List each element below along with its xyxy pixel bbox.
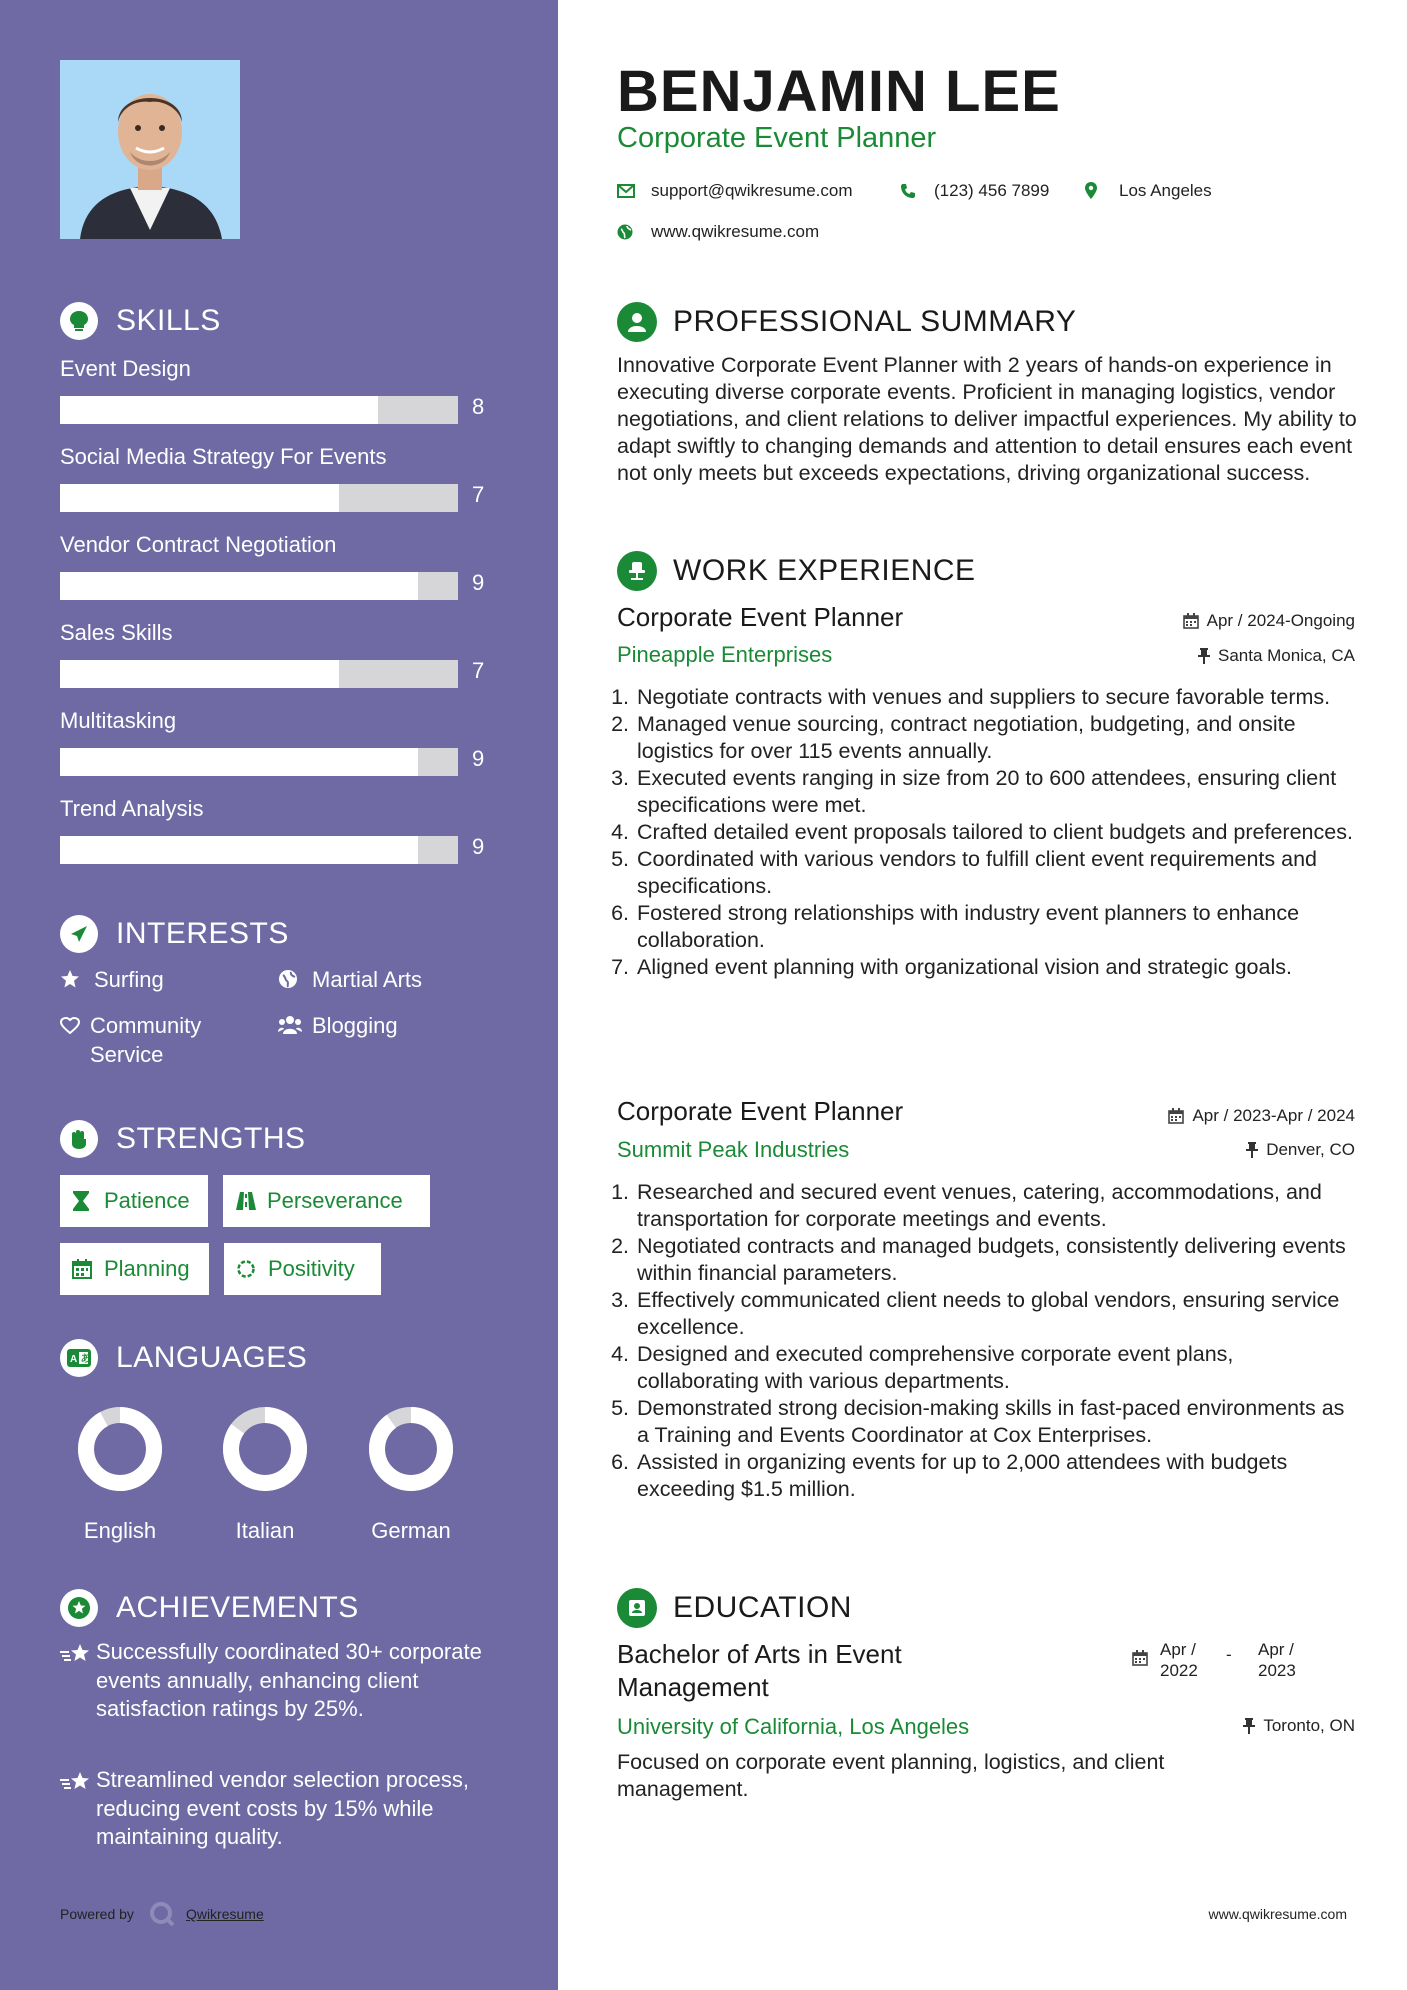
skill-name: Vendor Contract Negotiation (60, 532, 337, 557)
strength-label: Perseverance (267, 1188, 403, 1213)
edu-date-end: Apr / 2023 (1258, 1640, 1296, 1680)
skill-item (60, 618, 500, 683)
edu-description: Focused on corporate event planning, logistics, and client management. (617, 1750, 1165, 1801)
skill-level: 9 (472, 746, 485, 771)
qwikresume-logo-icon (148, 1900, 176, 1928)
language-donut (366, 1404, 456, 1494)
user-icon (617, 302, 657, 342)
strength-badge (223, 1175, 430, 1227)
powered-by (60, 1900, 264, 1928)
job-title: Corporate Event Planner (617, 1096, 904, 1126)
skill-bar-fill (60, 484, 339, 512)
contact-location (1085, 181, 1212, 201)
language-item (346, 1404, 476, 1544)
job-bullets (617, 1179, 1357, 1503)
skill-name: Trend Analysis (60, 796, 204, 821)
interest-label: Martial Arts (312, 967, 423, 992)
calendar-icon (1183, 613, 1199, 629)
calendar-icon (1168, 1108, 1184, 1124)
skills-header (60, 302, 221, 340)
hourglass-icon (72, 1190, 94, 1212)
achievement-item (60, 1766, 500, 1852)
job-location-text: Santa Monica, CA (1217, 646, 1355, 665)
achievement-text: Streamlined vendor selection process, reducing event costs by 15% while maintaining quality. (96, 1767, 469, 1849)
website-text[interactable]: www.qwikresume.com (651, 222, 820, 241)
strengths-title: STRENGTHS (116, 1122, 306, 1155)
skill-bar-fill (60, 572, 418, 600)
job-bullet: 1. Researched and secured event venues, catering, accommodations, and transportation for corporate meetings and events. (635, 1179, 1357, 1233)
people-icon (278, 1011, 302, 1042)
job-date (1183, 611, 1355, 631)
skill-item (60, 706, 500, 771)
phone-text[interactable]: (123) 456 7899 (934, 181, 1050, 200)
graduation-icon (617, 1588, 657, 1628)
skill-level: 8 (472, 394, 485, 419)
lightbulb-icon (60, 302, 98, 340)
languages-header (60, 1339, 307, 1377)
job-date-text: Apr / 2023-Apr / 2024 (1192, 1106, 1355, 1125)
heart-icon (60, 1011, 80, 1069)
interest-item (60, 1011, 240, 1069)
summary-header (617, 302, 1076, 342)
skill-name: Event Design (60, 356, 191, 381)
job-date-text: Apr / 2024-Ongoing (1206, 611, 1355, 630)
skill-bar-fill (60, 748, 418, 776)
skill-item (60, 354, 500, 419)
language-name: English (83, 1518, 157, 1543)
map-pin-icon (1085, 182, 1103, 200)
powered-by-label: Powered by (60, 1906, 134, 1922)
interest-item (60, 965, 164, 996)
skill-level: 9 (472, 570, 485, 595)
job-bullet: 2. Negotiated contracts and managed budgets, consistently delivering events within financial parameters. (635, 1233, 1357, 1287)
languages-title: LANGUAGES (116, 1341, 308, 1374)
strength-badge (224, 1243, 381, 1295)
job-bullet: 3. Executed events ranging in size from 20 to 600 attendees, ensuring client specifications were met. (635, 765, 1357, 819)
circle-notch-icon (236, 1258, 258, 1280)
achievement-text: Successfully coordinated 30+ corporate events annually, enhancing client satisfaction ratings by 25%. (96, 1639, 482, 1721)
interests-title: INTERESTS (116, 917, 289, 950)
interest-item (278, 1011, 398, 1042)
calendar-icon (72, 1258, 94, 1280)
strength-label: Patience (104, 1188, 190, 1213)
skill-bar (60, 748, 458, 776)
job-location (1246, 1140, 1355, 1160)
language-item (200, 1404, 330, 1544)
email-text[interactable]: support@qwikresume.com (651, 181, 853, 200)
job-bullet: 2. Managed venue sourcing, contract negotiation, budgeting, and onsite logistics for over 115 events annually. (635, 711, 1357, 765)
candidate-role: Corporate Event Planner (617, 122, 937, 154)
skill-bar (60, 572, 458, 600)
job-bullet: 6. Assisted in organizing events for up to 2,000 attendees with budgets exceeding $1.5 million. (635, 1449, 1357, 1503)
summary-text: Innovative Corporate Event Planner with 2 years of hands-on experience in executing diverse corporate events. Proficient in managing logistics, vendor negotiations, and client relations to deliver impactful experiences. My ability to adapt swiftly to changing demands and attention to detail ensures each event not only meets but exceeds expectations, driving organizational success. (617, 353, 1357, 485)
location-text: Los Angeles (1119, 181, 1212, 200)
school-name: University of California, Los Angeles (617, 1714, 970, 1739)
skill-level: 7 (472, 658, 485, 683)
job-bullet: 4. Designed and executed comprehensive corporate event plans, collaborating with various departments. (635, 1341, 1357, 1395)
skill-bar (60, 660, 458, 688)
degree-title: Bachelor of Arts in Event Management (617, 1639, 902, 1702)
language-donut (220, 1404, 310, 1494)
contact-phone (900, 181, 1049, 201)
star-icon (60, 965, 84, 996)
language-donut-fill (377, 1415, 445, 1483)
globe-icon (278, 965, 302, 996)
qwikresume-link[interactable]: Qwikresume (185, 1906, 264, 1922)
contact-website (617, 222, 819, 242)
skill-item (60, 442, 500, 507)
language-name: German (371, 1518, 451, 1543)
edu-location (1243, 1716, 1355, 1736)
education-title: EDUCATION (673, 1591, 852, 1624)
interest-label: Community Service (90, 1013, 202, 1067)
job-bullet: 6. Fostered strong relationships with industry event planners to enhance collaboration. (635, 900, 1357, 954)
footer-url[interactable]: www.qwikresume.com (1208, 1906, 1347, 1922)
summary-title: PROFESSIONAL SUMMARY (673, 305, 1077, 338)
skill-bar-fill (60, 396, 378, 424)
strength-badge (60, 1243, 209, 1295)
job-bullets (617, 684, 1357, 981)
achievements-title: ACHIEVEMENTS (116, 1591, 359, 1624)
shooting-star-icon (60, 1638, 96, 1724)
candidate-name: BENJAMIN LEE (617, 59, 1061, 124)
experience-header (617, 551, 976, 591)
skills-title: SKILLS (116, 304, 221, 337)
education-header (617, 1588, 852, 1628)
job-location-text: Denver, CO (1266, 1140, 1355, 1159)
paper-plane-icon (60, 915, 98, 953)
briefcase-chair-icon (617, 551, 657, 591)
profile-photo (60, 60, 240, 239)
job-location (1198, 646, 1355, 666)
job-bullet: 7. Aligned event planning with organizational vision and strategic goals. (635, 954, 1357, 981)
contact-email (617, 181, 853, 201)
language-donut (75, 1404, 165, 1494)
job-date (1168, 1106, 1355, 1126)
skill-bar-fill (60, 836, 418, 864)
road-icon (235, 1190, 257, 1212)
language-icon (60, 1339, 98, 1377)
strength-badge (60, 1175, 208, 1227)
job-bullet: 3. Effectively communicated client needs to global vendors, ensuring service excellence. (635, 1287, 1357, 1341)
interest-label: Surfing (94, 967, 164, 992)
skill-bar (60, 484, 458, 512)
experience-title: WORK EXPERIENCE (673, 554, 976, 587)
pushpin-icon (1198, 648, 1210, 664)
job-company: Pineapple Enterprises (617, 642, 833, 667)
job-bullet: 4. Crafted detailed event proposals tailored to client budgets and preferences. (635, 819, 1357, 846)
language-donut-fill (86, 1415, 154, 1483)
achievements-header (60, 1589, 359, 1627)
skill-bar (60, 836, 458, 864)
interests-header (60, 915, 289, 953)
edu-location-text: Toronto, ON (1263, 1716, 1355, 1735)
interest-label: Blogging (312, 1013, 398, 1038)
pushpin-icon (1246, 1142, 1258, 1158)
skill-name: Sales Skills (60, 620, 173, 645)
skill-bar-fill (60, 660, 339, 688)
skill-item (60, 530, 500, 595)
skill-item (60, 794, 500, 859)
language-item (55, 1404, 185, 1544)
skill-level: 7 (472, 482, 485, 507)
edu-date-sep: - (1226, 1645, 1232, 1664)
fist-icon (60, 1120, 98, 1158)
achievement-item (60, 1638, 500, 1724)
strength-label: Planning (104, 1256, 190, 1281)
shooting-star-icon (60, 1766, 96, 1852)
strengths-header (60, 1120, 306, 1158)
skill-level: 9 (472, 834, 485, 859)
sidebar (0, 0, 558, 1990)
skill-bar (60, 396, 458, 424)
language-name: Italian (235, 1518, 295, 1543)
interest-item (278, 965, 422, 996)
pushpin-icon (1243, 1718, 1255, 1734)
job-company: Summit Peak Industries (617, 1137, 850, 1162)
award-star-icon (60, 1589, 98, 1627)
job-bullet: 5. Coordinated with various vendors to fulfill client event requirements and specifications. (635, 846, 1357, 900)
phone-icon (900, 183, 918, 199)
skill-name: Multitasking (60, 708, 177, 733)
globe-icon (617, 224, 635, 240)
edu-calendar-icon (1132, 1650, 1148, 1671)
envelope-icon (617, 184, 635, 198)
strength-label: Positivity (268, 1256, 355, 1281)
svg-text:あ: あ (80, 1354, 91, 1365)
svg-text:A: A (70, 1354, 78, 1365)
job-bullet: 1. Negotiate contracts with venues and suppliers to secure favorable terms. (635, 684, 1357, 711)
skill-name: Social Media Strategy For Events (60, 444, 387, 469)
job-bullet: 5. Demonstrated strong decision-making skills in fast-paced environments as a Training and Events Coordinator at Cox Enterprises. (635, 1395, 1357, 1449)
edu-date-start: Apr / 2022 (1160, 1640, 1198, 1680)
job-title: Corporate Event Planner (617, 602, 904, 632)
